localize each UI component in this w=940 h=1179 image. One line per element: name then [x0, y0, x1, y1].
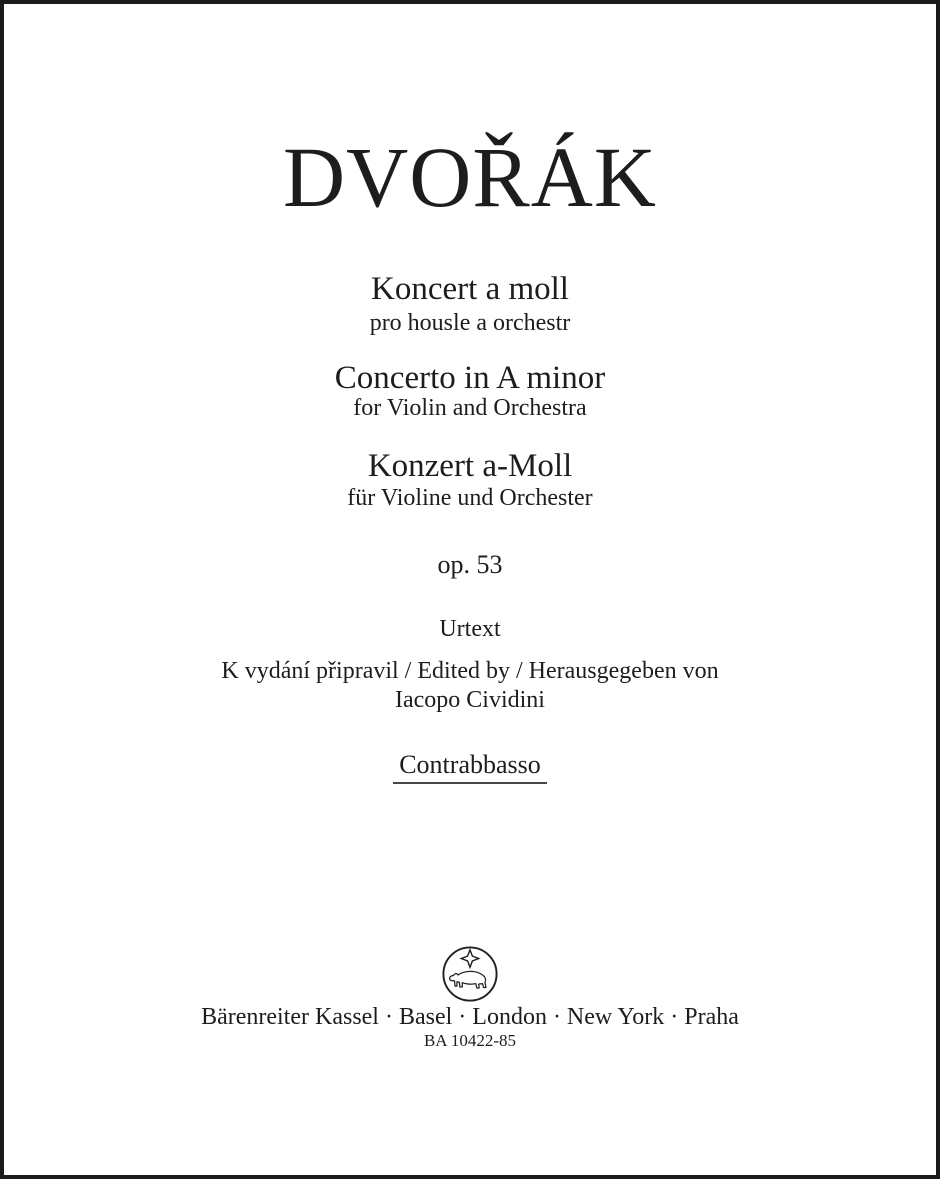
- work-title-german: Konzert a-Moll: [367, 448, 573, 484]
- work-title-english: Concerto in A minor: [334, 360, 606, 396]
- catalog-number: BA 10422-85: [423, 1031, 517, 1050]
- work-subtitle-czech: pro housle a orchestr: [369, 310, 571, 336]
- part-name: Contrabbasso: [393, 752, 547, 784]
- edition-label: Urtext: [439, 616, 501, 642]
- editor-name: Iacopo Cividini: [395, 687, 545, 713]
- editor-credit-line: K vydání připravil / Edited by / Herausgegeben von: [221, 658, 719, 684]
- composer-name: DVOŘÁK: [283, 129, 657, 225]
- publisher-imprint: Bärenreiter Kassel · Basel · London · New York · Praha: [201, 1004, 739, 1030]
- work-title-czech: Koncert a moll: [371, 271, 569, 307]
- opus-number: op. 53: [437, 550, 503, 579]
- work-subtitle-english: for Violin and Orchestra: [353, 395, 587, 421]
- publisher-logo-row: [4, 945, 936, 1008]
- part-name-line: [4, 752, 936, 784]
- work-subtitle-german: für Violine und Orchester: [347, 485, 593, 511]
